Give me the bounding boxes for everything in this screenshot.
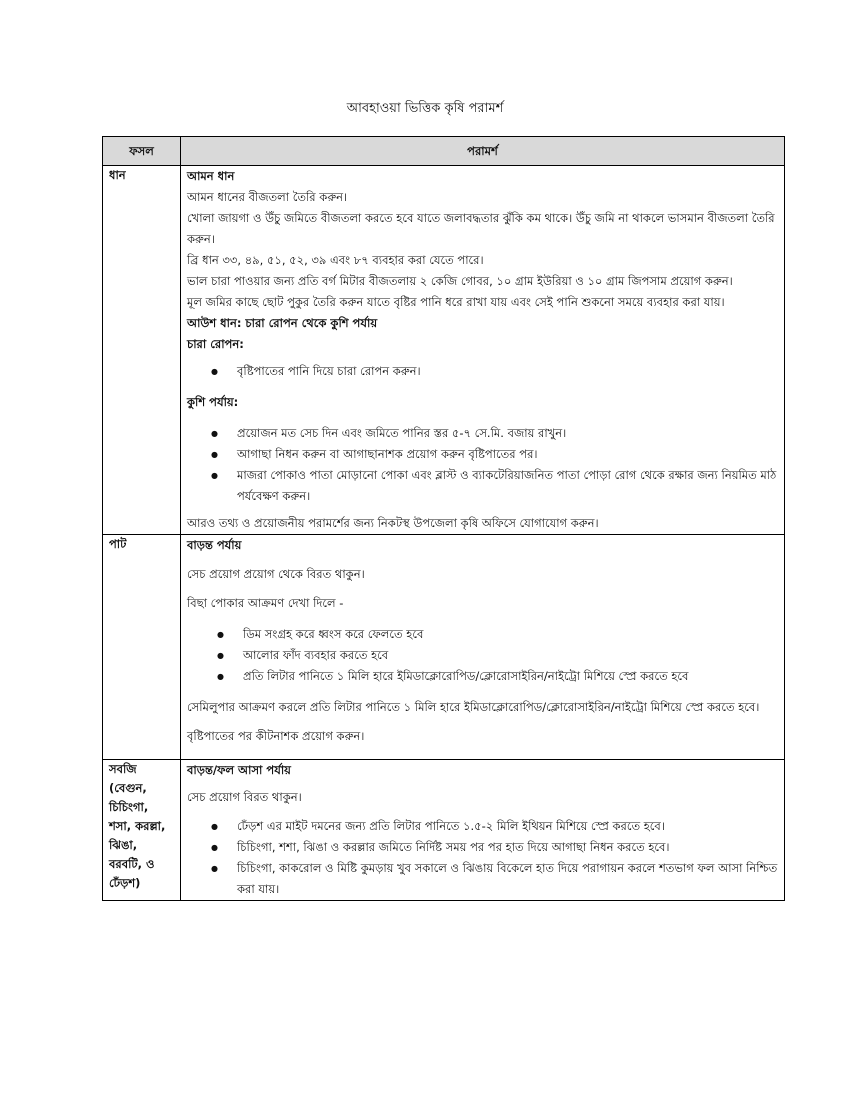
- list-item: ● চিচিংগা, শশা, ঝিঙা ও করল্লার জমিতে নির্দিষ্ট সময় পর পর হাত দিয়ে আগাছা নিধন করতে হবে।: [237, 837, 778, 858]
- table-row-rice: [103, 166, 785, 535]
- list-item: ● আগাছা নিধন করুন বা আগাছানাশক প্রয়োগ করুন বৃষ্টিপাতের পর।: [237, 444, 778, 465]
- table-header-row: [103, 137, 785, 166]
- advice-cell-rice: [181, 166, 785, 535]
- list-item: ● ডিম সংগ্রহ করে ধ্বংস করে ফেলতে হবে: [243, 624, 778, 645]
- list-item: ● প্রয়োজন মত সেচ দিন এবং জমিতে পানির স্তর ৫-৭ সে.মি. বজায় রাখুন।: [237, 423, 778, 444]
- document-title: আবহাওয়া ভিত্তিক কৃষি পরামর্শ: [346, 101, 504, 116]
- aman-line: ব্রি ধান ৩৩, ৪৯, ৫১, ৫২, ৩৯ এবং ৮৭ ব্যবহার করা যেতে পারে।: [187, 253, 484, 267]
- jute-line: বৃষ্টিপাতের পর কীটনাশক প্রয়োগ করুন।: [187, 729, 365, 743]
- tiller-list: [187, 423, 778, 507]
- aman-heading: আমন ধান: [187, 169, 235, 183]
- list-item: ● আলোর ফাঁদ ব্যবহার করতে হবে: [243, 645, 778, 666]
- crop-cell-jute: পাট: [103, 535, 181, 760]
- veg-list: [187, 816, 778, 900]
- list-item: ● ঢেঁড়শ এর মাইট দমনের জন্য প্রতি লিটার পানিতে ১.৫-২ মিলি ইথিয়ন মিশিয়ে স্প্রে করতে হবে।: [237, 816, 778, 837]
- crop-cell-vegetables: সবজি (বেগুন, চিচিংগা, শসা, করল্লা, ঝিঙা, বরবটি, ও ঢেঁড়শ): [103, 760, 181, 901]
- advice-cell-jute: [181, 535, 785, 760]
- list-item: ● চিচিংগা, কাকরোল ও মিষ্টি কুমড়ায় খুব সকালে ও ঝিঙায় বিকেলে হাত দিয়ে পরাগায়ন করলে শতভাগ ফল আসা নিশ্চিত করা যায়।: [237, 858, 778, 900]
- transplant-list: [187, 361, 778, 382]
- transplant-heading: চারা রোপন:: [187, 337, 244, 351]
- jute-heading: বাড়ন্ত পর্যায়: [187, 538, 242, 552]
- list-item: ● বৃষ্টিপাতের পানি দিয়ে চারা রোপন করুন।: [237, 361, 778, 382]
- jute-line: বিছা পোকার আক্রমণ দেখা দিলে -: [187, 596, 344, 610]
- rice-footer-note: আরও তথ্য ও প্রয়োজনীয় পরামর্শের জন্য নিকটস্থ উপজেলা কৃষি অফিসে যোগাযোগ করুন।: [187, 516, 599, 530]
- aman-line: ভাল চারা পাওয়ার জন্য প্রতি বর্গ মিটার বীজতলায় ২ কেজি গোবর, ১০ গ্রাম ইউরিয়া ও ১০ গ্রাম জিপসাম প্রয়োগ করুন।: [187, 274, 733, 288]
- table-row-jute: [103, 535, 785, 760]
- list-item: ● প্রতি লিটার পানিতে ১ মিলি হারে ইমিডাক্লোরোপিড/ক্লোরোসাইরিন/নাইট্রো মিশিয়ে স্প্রে করতে হবে: [243, 666, 778, 687]
- jute-line: সেমিলুপার আক্রমণ করলে প্রতি লিটার পানিতে ১ মিলি হারে ইমিডাক্লোরোপিড/ক্লোরোসাইরিন/নাইট্রো মিশিয়ে স্প্রে করতে হবে।: [187, 700, 760, 714]
- tiller-heading: কুশি পর্যায়:: [187, 395, 239, 409]
- crop-cell-rice: ধান: [103, 166, 181, 535]
- aman-line: আমন ধানের বীজতলা তৈরি করুন।: [187, 190, 348, 204]
- jute-list: [187, 624, 778, 687]
- advice-cell-vegetables: [181, 760, 785, 901]
- table-row-vegetables: [103, 760, 785, 901]
- aman-line: খোলা জায়গা ও উঁচু জমিতে বীজতলা করতে হবে যাতে জলাবদ্ধতার ঝুঁকি কম থাকে। উঁচু জমি না থাকলে ভাসমান বীজতলা তৈরি করুন।: [187, 211, 775, 246]
- header-crop: ফসল: [103, 137, 181, 166]
- veg-heading: বাড়ন্ত/ফল আসা পর্যায়: [187, 763, 291, 777]
- advice-table: [102, 136, 785, 901]
- list-item: ● মাজরা পোকাও পাতা মোড়ানো পোকা এবং ব্লাস্ট ও ব্যাকটেরিয়াজনিত পাতা পোড়া রোগ থেকে রক্ষার জন্য নিয়মিত মাঠ পর্যবেক্ষণ করুন।: [237, 465, 778, 507]
- header-advice: পরামর্শ: [181, 137, 785, 166]
- jute-line: সেচ প্রয়োগ প্রয়োগ থেকে বিরত থাকুন।: [187, 567, 365, 581]
- aman-line: মূল জমির কাছে ছোট পুকুর তৈরি করুন যাতে বৃষ্টির পানি ধরে রাখা যায় এবং সেই পানি শুকনো সময়ে ব্যবহার করা যায়।: [187, 295, 725, 309]
- aus-heading: আউশ ধান: চারা রোপন থেকে কুশি পর্যায়: [187, 316, 378, 330]
- veg-line: সেচ প্রয়োগ বিরত থাকুন।: [187, 790, 302, 804]
